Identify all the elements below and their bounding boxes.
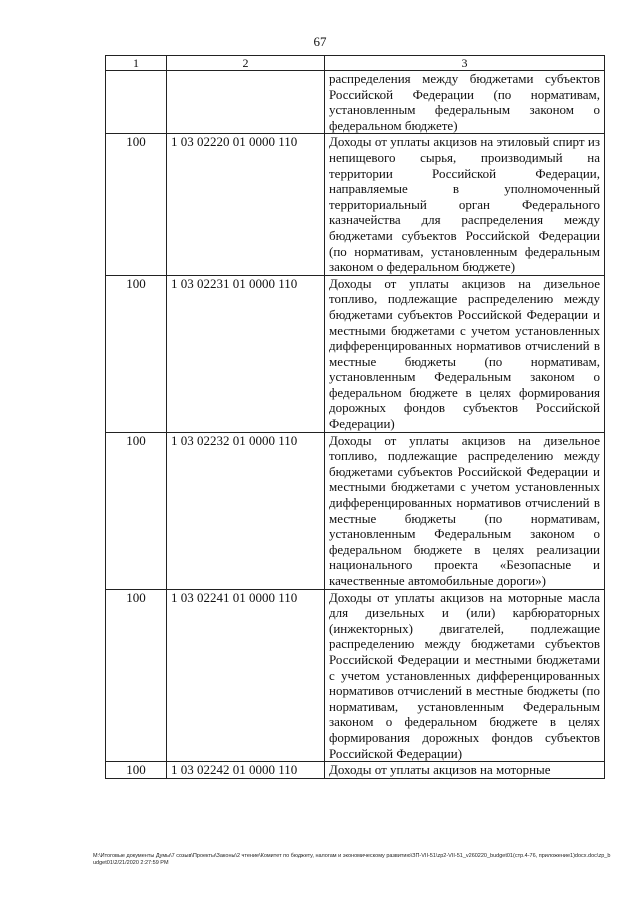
revenue-description-cell: Доходы от уплаты акцизов на моторные масла для дизельных и (или) карбюраторных (инжекторных) двигателей, подлежащие распределению между бюджетами субъектов Российской Федерации и местными бюджетами с учетом установленных дифференцированных нормативов отчислений в местные бюджеты (по нормативам, установленным Федеральным законом о федеральном бюджете в целях формирования дорожных фондов субъектов Российской Федерации) xyxy=(325,589,605,762)
revenue-description-cell: Доходы от уплаты акцизов на дизельное топливо, подлежащие распределению между бюджетами субъектов Российской Федерации и местными бюджетами с учетом установленных дифференцированных нормативов отчислений в местные бюджеты (по нормативам, установленным Федеральным законом о федеральном бюджете в целях формирования дорожных фондов субъектов Российской Федерации) xyxy=(325,275,605,432)
administrator-code-cell: 100 xyxy=(106,432,167,589)
column-header-3: 3 xyxy=(325,56,605,71)
table-row xyxy=(106,71,605,134)
column-header-1: 1 xyxy=(106,56,167,71)
budget-code-cell xyxy=(167,71,325,134)
revenue-description-cell: Доходы от уплаты акцизов на этиловый спирт из непищевого сырья, производимый на территории Российской Федерации, направляемые в уполномоченный территориальный орган Федерального казначейства для распределения между бюджетами субъектов Российской Федерации (по нормативам, установленным федеральным законом о федеральном бюджете) xyxy=(325,134,605,275)
budget-code-cell: 1 03 02241 01 0000 110 xyxy=(167,589,325,762)
administrator-code-cell: 100 xyxy=(106,762,167,779)
page-number: 67 xyxy=(313,34,327,49)
administrator-code-cell: 100 xyxy=(106,134,167,275)
revenue-description-cell: распределения между бюджетами субъектов Российской Федерации (по нормативам, установленным федеральным законом о федеральном бюджете) xyxy=(325,71,605,134)
table-row xyxy=(106,134,605,275)
budget-code-cell: 1 03 02232 01 0000 110 xyxy=(167,432,325,589)
revenue-description-cell: Доходы от уплаты акцизов на моторные xyxy=(325,762,605,779)
administrator-code-cell xyxy=(106,71,167,134)
table-header-row xyxy=(106,56,605,71)
table-row xyxy=(106,589,605,762)
table-row xyxy=(106,432,605,589)
table-row xyxy=(106,275,605,432)
budget-code-cell: 1 03 02242 01 0000 110 xyxy=(167,762,325,779)
table-row xyxy=(106,762,605,779)
budget-code-cell: 1 03 02220 01 0000 110 xyxy=(167,134,325,275)
revenue-classification-table xyxy=(105,55,605,779)
document-file-path-footer: M:\Итоговые документы Думы\7 созыв\Проекты\Законы\2 чтение\Комитет по бюджету, налогам и экономическому развитию\ЗП-VII-51\zp2-VII-51_v260220_budget01(стр.4-76, приложение1)docx.doc\zp_budget01\2/21/2020 2:27:59 PM xyxy=(93,853,611,866)
budget-code-cell: 1 03 02231 01 0000 110 xyxy=(167,275,325,432)
column-header-2: 2 xyxy=(167,56,325,71)
revenue-description-cell: Доходы от уплаты акцизов на дизельное топливо, подлежащие распределению между бюджетами субъектов Российской Федерации и местными бюджетами с учетом установленных дифференцированных нормативов отчислений в местные бюджеты (по нормативам, установленным Федеральным законом о федеральном бюджете в целях реализации национального проекта «Безопасные и качественные автомобильные дороги») xyxy=(325,432,605,589)
administrator-code-cell: 100 xyxy=(106,589,167,762)
administrator-code-cell: 100 xyxy=(106,275,167,432)
